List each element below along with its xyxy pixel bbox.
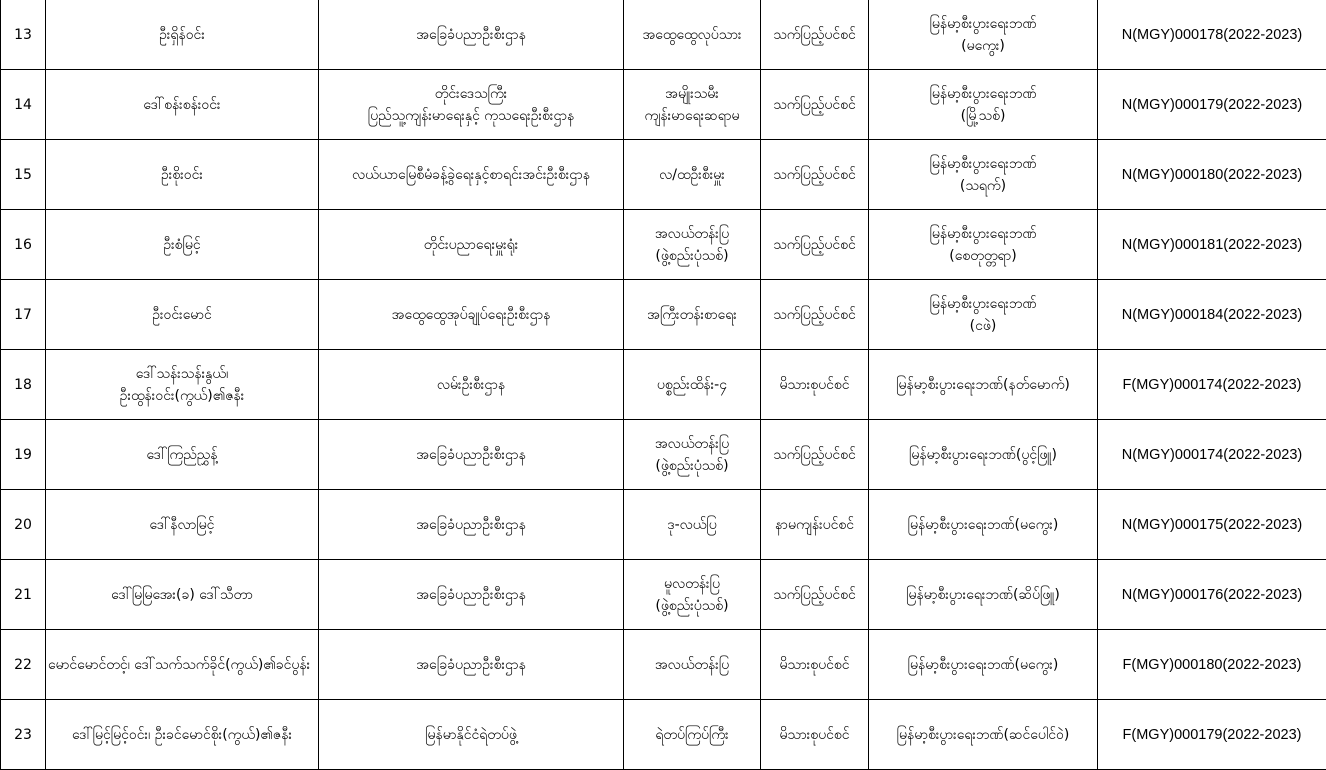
department-line: လမ်းဦးစီးဌာန [323, 374, 619, 396]
bank-branch-line: (သရက်) [873, 175, 1093, 197]
department-cell [319, 490, 624, 560]
bank-branch-line: မြန်မာ့စီးပွားရေးဘဏ် [873, 83, 1093, 105]
position-cell [624, 350, 761, 420]
position-line: အမျိုးသမီး [628, 83, 756, 105]
table-row [1, 560, 1326, 630]
person-name-cell [46, 700, 319, 770]
row-number: 18 [14, 377, 32, 393]
department-line: လယ်ယာမြေစီမံခန့်ခွဲရေးနှင့်စာရင်းအင်းဦးစီးဌာန [323, 164, 619, 186]
bank-branch-cell [869, 560, 1098, 630]
pension-type-cell [761, 280, 869, 350]
position-cell [624, 490, 761, 560]
row-number-cell [1, 70, 46, 140]
pension-type-line: မိသားစုပင်စင် [765, 374, 864, 396]
registration-number: N(MGY)000176(2022-2023) [1122, 587, 1303, 603]
person-name-cell [46, 70, 319, 140]
person-name-line: ဒေါ်မြမြအေး(ခ) ဒေါ်သီတာ [50, 584, 314, 606]
department-cell [319, 0, 624, 70]
position-line: ပစ္စည်းထိန်း-၄ [628, 374, 756, 396]
bank-branch-line: မြန်မာ့စီးပွားရေးဘဏ် [873, 293, 1093, 315]
person-name-cell [46, 280, 319, 350]
department-line: တိုင်းဒေသကြီး [323, 83, 619, 105]
person-name-line: ဒေါ်မြင့်မြင့်ဝင်း၊ ဦးခင်မောင်စိုး(ကွယ်)၏ဇနီး [50, 724, 314, 746]
bank-branch-cell [869, 140, 1098, 210]
department-cell [319, 630, 624, 700]
pension-type-cell [761, 0, 869, 70]
row-number-cell [1, 0, 46, 70]
department-cell [319, 140, 624, 210]
position-line: အလယ်တန်းပြ [628, 654, 756, 676]
department-line: ပြည်သူ့ကျန်းမာရေးနှင့် ကုသရေးဦးစီးဌာန [323, 105, 619, 127]
row-number-cell [1, 490, 46, 560]
pension-type-cell [761, 560, 869, 630]
bank-branch-line: မြန်မာ့စီးပွားရေးဘဏ်(ဆင်ပေါင်ဝဲ) [873, 724, 1093, 746]
person-name-line: ဦးရှိန်ဝင်း [50, 24, 314, 46]
position-cell [624, 210, 761, 280]
pension-type-cell [761, 70, 869, 140]
registration-number: N(MGY)000181(2022-2023) [1122, 237, 1303, 253]
table-row [1, 140, 1326, 210]
pension-type-line: သက်ပြည့်ပင်စင် [765, 304, 864, 326]
pension-type-cell [761, 700, 869, 770]
row-number-cell [1, 700, 46, 770]
pension-type-cell [761, 350, 869, 420]
pension-type-line: မိသားစုပင်စင် [765, 724, 864, 746]
position-line: အထွေထွေလုပ်သား [628, 24, 756, 46]
position-line: ဒု-လယ်ပြ [628, 514, 756, 536]
department-line: အထွေထွေအုပ်ချုပ်ရေးဦးစီးဌာန [323, 304, 619, 326]
position-cell [624, 140, 761, 210]
row-number-cell [1, 630, 46, 700]
person-name-cell [46, 0, 319, 70]
registration-number: N(MGY)000175(2022-2023) [1122, 517, 1303, 533]
bank-branch-line: မြန်မာ့စီးပွားရေးဘဏ်(နတ်မောက်) [873, 374, 1093, 396]
bank-branch-cell [869, 210, 1098, 280]
pension-type-cell [761, 210, 869, 280]
person-name-cell [46, 560, 319, 630]
row-number-cell [1, 280, 46, 350]
row-number: 14 [14, 97, 32, 113]
table-row [1, 0, 1326, 70]
table-row [1, 210, 1326, 280]
registration-number-cell [1098, 210, 1326, 280]
registration-number: N(MGY)000184(2022-2023) [1122, 307, 1303, 323]
person-name-line: ဦးဝင်းမောင် [50, 304, 314, 326]
department-cell [319, 280, 624, 350]
department-cell [319, 560, 624, 630]
pension-type-line: သက်ပြည့်ပင်စင် [765, 444, 864, 466]
registration-number: F(MGY)000179(2022-2023) [1123, 727, 1302, 743]
pension-type-cell [761, 630, 869, 700]
registration-number-cell [1098, 420, 1326, 490]
registration-number: N(MGY)000180(2022-2023) [1122, 167, 1303, 183]
registration-number-cell [1098, 490, 1326, 560]
person-name-cell [46, 420, 319, 490]
department-cell [319, 700, 624, 770]
bank-branch-line: (ငဖဲ) [873, 315, 1093, 337]
person-name-line: ဦးထွန်းဝင်း(ကွယ်)၏ဇနီး [50, 385, 314, 407]
bank-branch-cell [869, 70, 1098, 140]
row-number: 23 [14, 727, 32, 743]
person-name-line: ဦးစိုးဝင်း [50, 164, 314, 186]
row-number-cell [1, 560, 46, 630]
row-number-cell [1, 140, 46, 210]
row-number: 16 [14, 237, 32, 253]
position-line: မူလတန်းပြ [628, 573, 756, 595]
pension-type-cell [761, 420, 869, 490]
position-cell [624, 280, 761, 350]
bank-branch-cell [869, 490, 1098, 560]
row-number: 22 [14, 657, 32, 673]
position-cell [624, 700, 761, 770]
registration-number: N(MGY)000179(2022-2023) [1122, 97, 1303, 113]
pension-type-line: သက်ပြည့်ပင်စင် [765, 584, 864, 606]
department-line: အခြေခံပညာဦးစီးဌာန [323, 584, 619, 606]
registration-number: F(MGY)000180(2022-2023) [1123, 657, 1302, 673]
bank-branch-line: (မြို့သစ်) [873, 105, 1093, 127]
pension-type-cell [761, 490, 869, 560]
pension-type-line: နာမကျန်းပင်စင် [765, 514, 864, 536]
table-row [1, 420, 1326, 490]
bank-branch-cell [869, 630, 1098, 700]
person-name-line: ဒေါ်စန်းစန်းဝင်း [50, 94, 314, 116]
pension-type-line: သက်ပြည့်ပင်စင် [765, 164, 864, 186]
row-number: 21 [14, 587, 32, 603]
position-line: (ဖွဲ့စည်းပုံသစ်) [628, 595, 756, 617]
registration-number: F(MGY)000174(2022-2023) [1123, 377, 1302, 393]
registration-number-cell [1098, 630, 1326, 700]
person-name-line: ဒေါ်နီလာမြင့် [50, 514, 314, 536]
row-number: 19 [14, 447, 32, 463]
position-line: ရဲတပ်ကြပ်ကြီး [628, 724, 756, 746]
department-line: အခြေခံပညာဦးစီးဌာန [323, 654, 619, 676]
person-name-cell [46, 630, 319, 700]
department-cell [319, 70, 624, 140]
bank-branch-line: မြန်မာ့စီးပွားရေးဘဏ် [873, 153, 1093, 175]
bank-branch-line: မြန်မာ့စီးပွားရေးဘဏ်(ဆိပ်ဖြူ) [873, 584, 1093, 606]
row-number: 20 [14, 517, 32, 533]
person-name-cell [46, 140, 319, 210]
department-line: အခြေခံပညာဦးစီးဌာန [323, 514, 619, 536]
pension-type-line: သက်ပြည့်ပင်စင် [765, 234, 864, 256]
table-row [1, 700, 1326, 770]
registration-number-cell [1098, 280, 1326, 350]
table-row [1, 630, 1326, 700]
person-name-cell [46, 350, 319, 420]
department-line: အခြေခံပညာဦးစီးဌာန [323, 24, 619, 46]
person-name-line: ဒေါ်ကြည်ညွှန့် [50, 444, 314, 466]
table-row [1, 490, 1326, 560]
person-name-line: ဦးစံမြင့် [50, 234, 314, 256]
registration-number-cell [1098, 140, 1326, 210]
bank-branch-cell [869, 0, 1098, 70]
registration-number-cell [1098, 350, 1326, 420]
department-line: အခြေခံပညာဦးစီးဌာန [323, 444, 619, 466]
registration-number: N(MGY)000178(2022-2023) [1122, 27, 1303, 43]
department-cell [319, 210, 624, 280]
position-cell [624, 70, 761, 140]
pension-type-line: သက်ပြည့်ပင်စင် [765, 94, 864, 116]
bank-branch-cell [869, 420, 1098, 490]
pension-type-line: သက်ပြည့်ပင်စင် [765, 24, 864, 46]
person-name-line: မောင်မောင်တင့်၊ ဒေါ်သက်သက်ခိုင်(ကွယ်)၏ခင်ပွန်း [48, 654, 314, 676]
department-line: မြန်မာနိုင်ငံရဲတပ်ဖွဲ့ [323, 724, 619, 746]
bank-branch-line: မြန်မာ့စီးပွားရေးဘဏ်(ပွင့်ဖြူ) [873, 444, 1093, 466]
position-cell [624, 560, 761, 630]
person-name-line: ဒေါ်သန်းသန်းနွယ်၊ [50, 363, 314, 385]
pension-type-line: မိသားစုပင်စင် [765, 654, 864, 676]
bank-branch-line: (စေတုတ္တရာ) [873, 245, 1093, 267]
position-line: အလယ်တန်းပြ [628, 223, 756, 245]
registration-number-cell [1098, 70, 1326, 140]
table-row [1, 70, 1326, 140]
position-line: လ/ထဦးစီးမှူး [628, 164, 756, 186]
position-cell [624, 0, 761, 70]
bank-branch-line: မြန်မာ့စီးပွားရေးဘဏ် [873, 223, 1093, 245]
registration-number-cell [1098, 0, 1326, 70]
row-number: 17 [14, 307, 32, 323]
row-number-cell [1, 350, 46, 420]
row-number-cell [1, 420, 46, 490]
bank-branch-line: မြန်မာ့စီးပွားရေးဘဏ်(မကွေး) [873, 654, 1093, 676]
position-line: အလယ်တန်းပြ [628, 433, 756, 455]
department-cell [319, 420, 624, 490]
position-line: (ဖွဲ့စည်းပုံသစ်) [628, 455, 756, 477]
position-line: (ဖွဲ့စည်းပုံသစ်) [628, 245, 756, 267]
position-cell [624, 630, 761, 700]
bank-branch-cell [869, 700, 1098, 770]
bank-branch-cell [869, 280, 1098, 350]
bank-branch-line: မြန်မာ့စီးပွားရေးဘဏ် [873, 13, 1093, 35]
table-row [1, 280, 1326, 350]
pension-type-cell [761, 140, 869, 210]
department-cell [319, 350, 624, 420]
position-cell [624, 420, 761, 490]
bank-branch-cell [869, 350, 1098, 420]
registration-number-cell [1098, 700, 1326, 770]
table-body [1, 0, 1326, 770]
registration-number: N(MGY)000174(2022-2023) [1122, 447, 1303, 463]
registration-number-cell [1098, 560, 1326, 630]
bank-branch-line: (မကွေး) [873, 35, 1093, 57]
row-number: 13 [14, 27, 32, 43]
person-name-cell [46, 490, 319, 560]
row-number: 15 [14, 167, 32, 183]
position-line: အကြီးတန်းစာရေး [628, 304, 756, 326]
person-name-cell [46, 210, 319, 280]
position-line: ကျန်းမာရေးဆရာမ [628, 105, 756, 127]
department-line: တိုင်းပညာရေးမှူးရုံး [323, 234, 619, 256]
bank-branch-line: မြန်မာ့စီးပွားရေးဘဏ်(မကွေး) [873, 514, 1093, 536]
table-row [1, 350, 1326, 420]
row-number-cell [1, 210, 46, 280]
